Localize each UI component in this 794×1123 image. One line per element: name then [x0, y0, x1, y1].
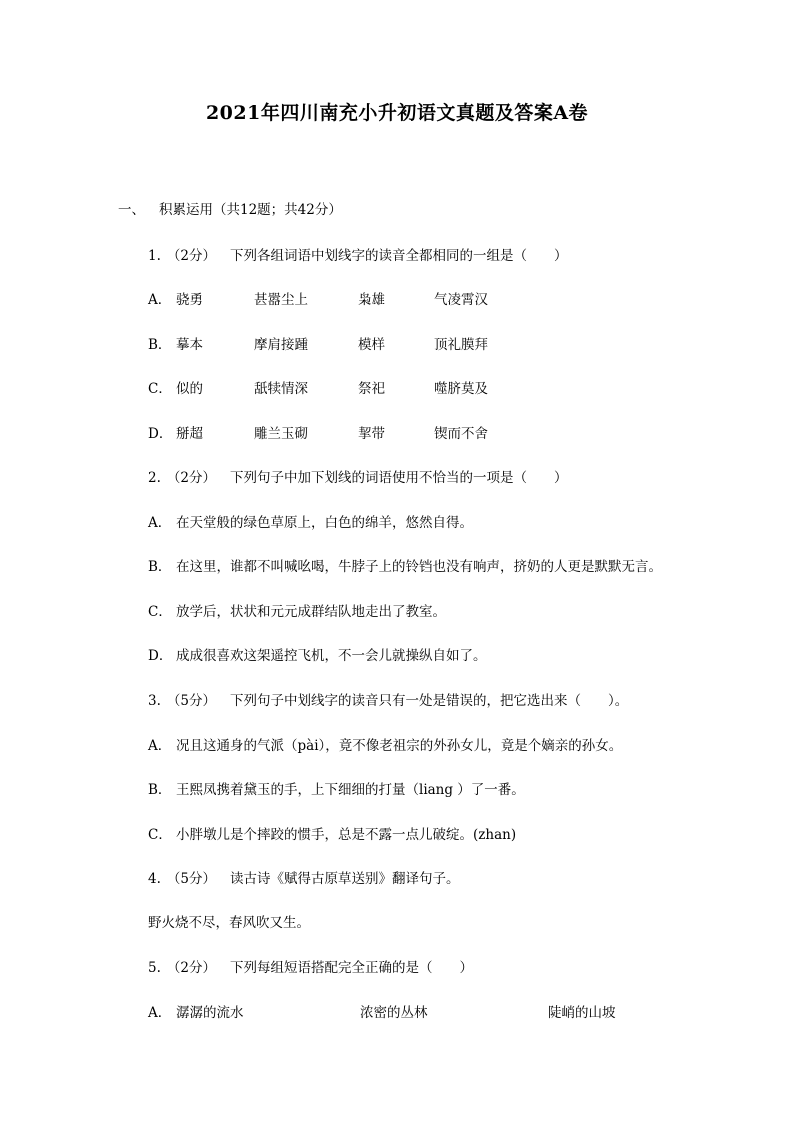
option-word: 摹本	[176, 337, 203, 353]
question-text: 读古诗《赋得古原草送别》翻译句子。	[229, 871, 460, 887]
question-number: 1.	[148, 248, 161, 264]
option-word: 祭祀	[358, 381, 385, 397]
option-text: 小胖墩儿是个摔跤的惯手，总是不露一点儿破绽。(zhan)	[176, 827, 517, 843]
question-number: 5.	[148, 960, 161, 976]
question-4	[148, 867, 459, 887]
option-word: 挈带	[358, 426, 385, 442]
option-letter: A．	[148, 515, 172, 531]
option-word: 枭雄	[358, 292, 385, 308]
option-word: 摩肩接踵	[254, 337, 308, 353]
option-word: 骁勇	[176, 292, 203, 308]
option-word: 模样	[358, 337, 385, 353]
option-text: 况且这通身的气派（pài），竟不像老祖宗的外孙女儿，竟是个嫡亲的孙女。	[176, 738, 623, 754]
option-word: 气凌霄汉	[434, 292, 488, 308]
option-word: 舐犊情深	[254, 381, 308, 397]
question-2-option-c	[148, 600, 446, 620]
question-3-option-a	[148, 734, 622, 754]
question-3-option-c	[148, 823, 516, 843]
question-text: 下列句子中加下划线的词语使用不恰当的一项是（ ）	[229, 470, 568, 486]
option-word: 浓密的丛林	[360, 1005, 428, 1021]
option-word: 甚嚣尘上	[254, 292, 308, 308]
option-text: 成成很喜欢这架遥控飞机，不一会儿就操纵自如了。	[176, 648, 487, 664]
question-number: 4.	[148, 871, 161, 887]
section-label: 积累运用（共12题；共42分）	[159, 202, 342, 218]
option-letter: D．	[148, 426, 173, 442]
question-3	[148, 689, 628, 709]
option-letter: B．	[148, 559, 172, 575]
option-letter: A．	[148, 738, 172, 754]
question-score: （5分）	[166, 693, 216, 709]
question-2-option-b	[148, 555, 662, 575]
question-text: 下列句子中划线字的读音只有一处是错误的，把它选出来（ ）。	[229, 693, 629, 709]
section-number: 一、	[118, 202, 145, 218]
question-3-option-b	[148, 778, 525, 798]
question-number: 3.	[148, 693, 161, 709]
option-word: 陡峭的山坡	[548, 1005, 616, 1021]
option-letter: C．	[148, 381, 172, 397]
option-letter: D．	[148, 648, 173, 664]
question-2	[148, 466, 567, 486]
question-2-option-a	[148, 511, 473, 531]
question-text: 下列各组词语中划线字的读音全都相同的一组是（ ）	[229, 248, 568, 264]
option-letter: C．	[148, 604, 172, 620]
question-score: （2分）	[166, 248, 216, 264]
question-4-sentence: 野火烧不尽，春风吹又生。	[148, 915, 310, 931]
question-1	[148, 244, 567, 264]
option-text: 放学后，状状和元元成群结队地走出了教室。	[176, 604, 446, 620]
question-2-option-d	[148, 644, 487, 664]
option-word: 掰超	[176, 426, 203, 442]
question-score: （2分）	[166, 960, 216, 976]
question-score: （2分）	[166, 470, 216, 486]
option-letter: A．	[148, 1005, 172, 1021]
question-number: 2.	[148, 470, 161, 486]
option-text: 在天堂般的绿色草原上，白色的绵羊，悠然自得。	[176, 515, 473, 531]
option-word: 顶礼膜拜	[434, 337, 488, 353]
option-letter: C．	[148, 827, 172, 843]
option-letter: B．	[148, 337, 172, 353]
section-heading	[118, 198, 342, 218]
question-5	[148, 956, 473, 976]
question-text: 下列每组短语搭配完全正确的是（ ）	[229, 960, 473, 976]
option-letter: A．	[148, 292, 172, 308]
option-word: 锲而不舍	[434, 426, 488, 442]
option-text: 在这里，谁都不叫喊吆喝，牛脖子上的铃铛也没有响声，挤奶的人更是默默无言。	[176, 559, 662, 575]
option-text: 王熙凤携着黛玉的手，上下细细的打量（liang ）了一番。	[176, 782, 525, 798]
option-word: 潺潺的流水	[176, 1005, 244, 1021]
page-title: 2021年四川南充小升初语文真题及答案A卷	[205, 102, 589, 124]
option-letter: B．	[148, 782, 172, 798]
question-score: （5分）	[166, 871, 216, 887]
option-word: 雕兰玉砌	[254, 426, 308, 442]
option-word: 噬脐莫及	[434, 381, 488, 397]
option-word: 似的	[176, 381, 203, 397]
